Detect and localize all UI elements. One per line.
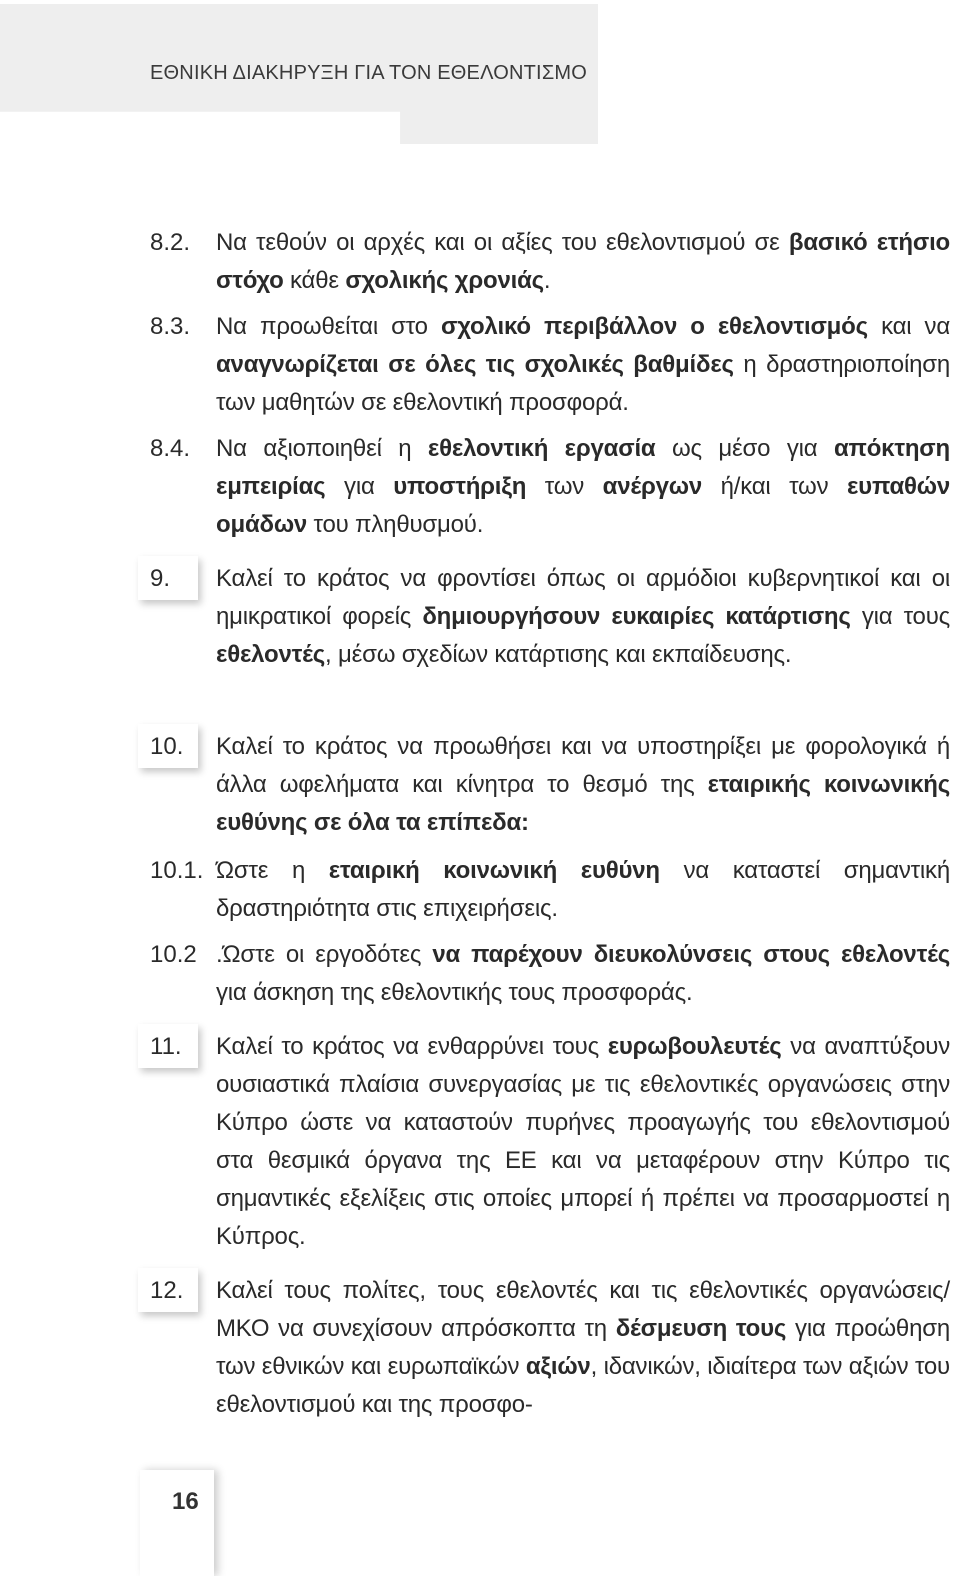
clause-number-box: 11. [138,1024,198,1068]
clause-text: Καλεί το κράτος να ενθαρρύνει τους ευρωβουλευτές να αναπτύξουν ουσιαστικά πλαίσια συνεργασίας με τις εθελοντικές οργανώσεις στην Κύπρο ώστε να καταστούν πυρήνες προαγωγής του εθελοντισμού στα θεσμικά όργανα της ΕΕ και να μεταφέρουν στην Κύπρο τις σημαντικές εξελίξεις στις οποίες μπορεί ή πρέπει να προσαρμοστεί η Κύπρος. [216,1033,950,1250]
clause-text: .Ώστε οι εργοδότες να παρέχουν διευκολύνσεις στους εθελοντές για άσκηση της εθελοντικής τους προσφοράς. [216,941,950,1006]
clause-number-box: 9. [138,556,198,600]
clause-number: 8.3. [150,313,191,340]
clause-text: Καλεί τους πολίτες, τους εθελοντές και τις εθελοντικές οργανώσεις/ΜΚΟ να συνεχίσουν απρόσκοπτα τη δέσμευση τους για προώθηση των εθνικών και ευρωπαϊκών αξιών, ιδανικών, ιδιαίτερα των αξιών του εθελοντισμού και της προσφο- [216,1277,950,1418]
clause-number-box: 10. [138,724,198,768]
clause-number-box: 12. [138,1268,198,1312]
clause-text: Να προωθείται στο σχολικό περιβάλλον ο εθελοντισμός και να αναγνωρίζεται σε όλες τις σχολικές βαθμίδες η δραστηριοποίηση των μαθητών σε εθελοντική προσφορά. [216,313,951,416]
clause-text: Καλεί το κράτος να προωθήσει και να υποστηρίξει με φορολογικά ή άλλα ωφελήματα και κίνητρα το θεσμό της εταιρικής κοινωνικής ευθύνης σε όλα τα επίπεδα: [216,733,950,836]
clause-text: Ώστε η εταιρική κοινωνική ευθύνη να καταστεί σημαντική δραστηριότητα στις επιχειρήσεις. [216,857,950,922]
running-header-title: ΕΘΝΙΚΗ ΔΙΑΚΗΡΥΞΗ ΓΙΑ ΤΟΝ ΕΘΕΛΟΝΤΙΣΜΟ [150,62,587,84]
clause-number: 10.1. [150,857,204,884]
clause-text: Να αξιοποιηθεί η εθελοντική εργασία ως μέσο για απόκτηση εμπειρίας για υποστήριξη των ανέργων ή/και των ευπαθών ομάδων του πληθυσμού. [216,435,950,538]
clause-number: 8.4. [150,435,191,462]
clause-text: Καλεί το κράτος να φροντίσει όπως οι αρμόδιοι κυβερνητικοί και οι ημικρατικοί φορείς δημιουργήσουν ευκαιρίες κατάρτισης για τους εθελοντές, μέσω σχεδίων κατάρτισης και εκπαίδευσης. [216,565,950,668]
clause-text: Να τεθούν οι αρχές και οι αξίες του εθελοντισμού σε βασικό ετήσιο στόχο κάθε σχολικής χρονιάς. [216,229,951,294]
clause-number: 10.2 [150,941,197,968]
clause-number: 8.2. [150,229,191,256]
page-number: 16 [140,1470,214,1576]
